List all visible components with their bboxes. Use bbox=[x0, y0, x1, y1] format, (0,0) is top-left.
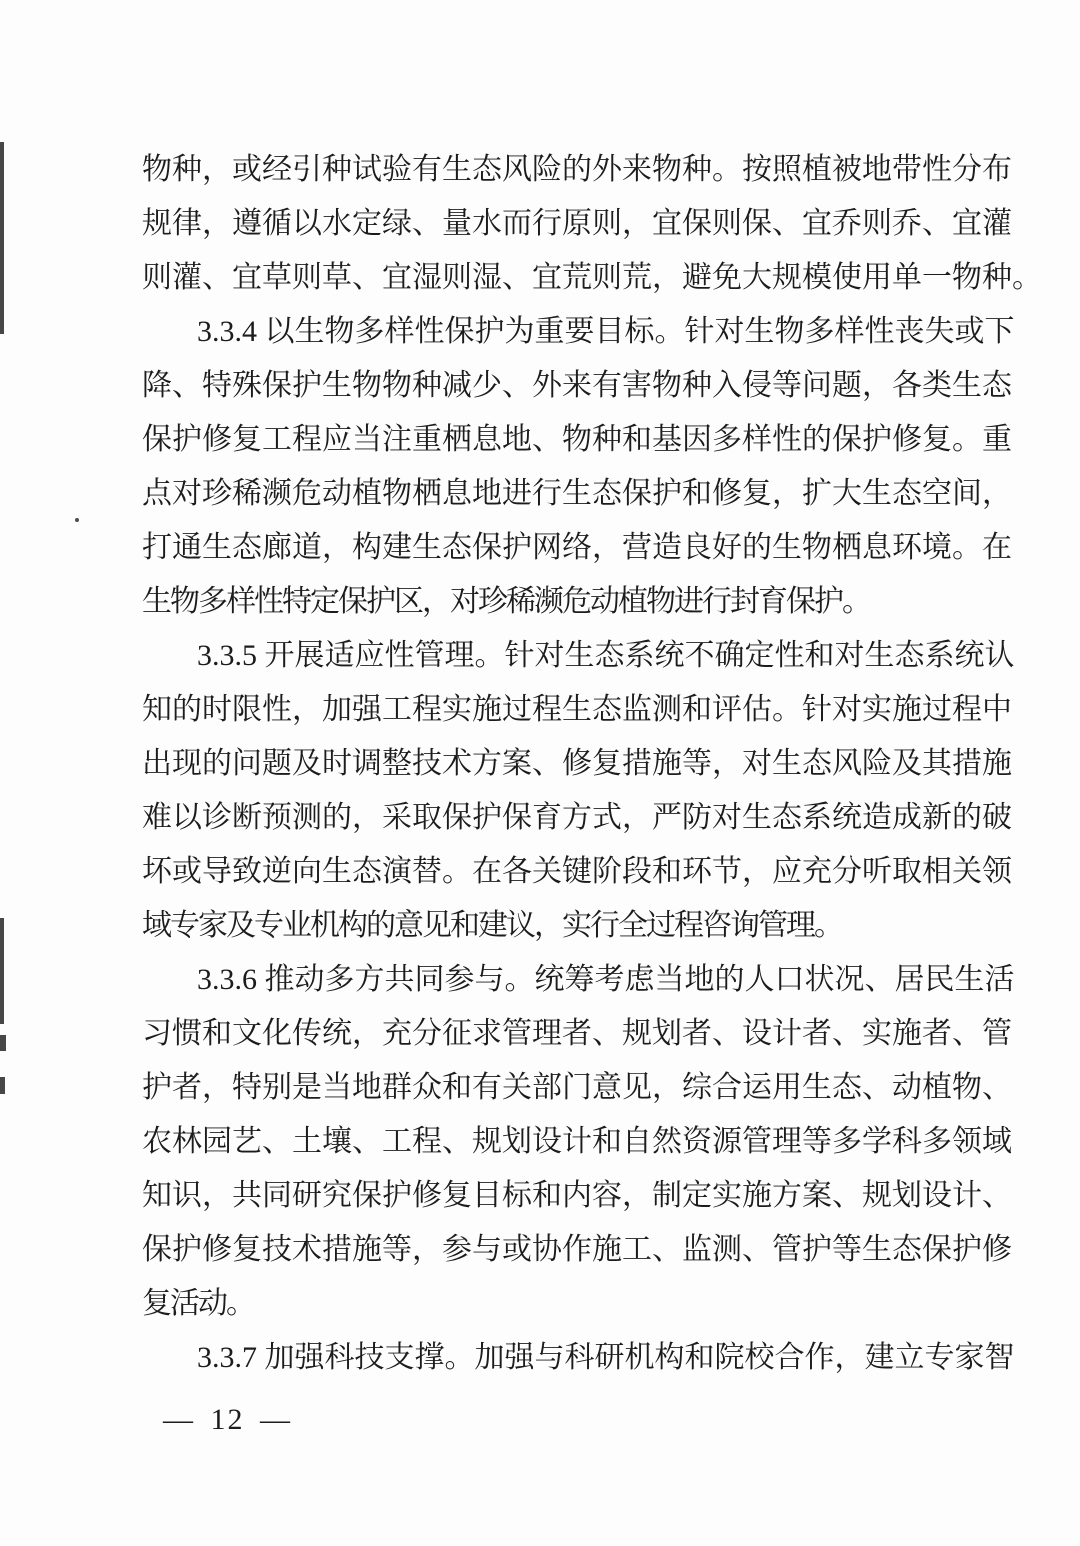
text-line: 习惯和文化传统，充分征求管理者、规划者、设计者、实施者、管 bbox=[142, 1017, 1012, 1050]
section-heading-line: 3.3.7 加强科技支撑。加强与科研机构和院校合作，建立专家智 bbox=[197, 1341, 1015, 1374]
text-line: 复活动。 bbox=[142, 1287, 254, 1320]
text-line: 域专家及专业机构的意见和建议，实行全过程咨询管理。 bbox=[142, 909, 842, 942]
paragraph-3-3-7 bbox=[142, 1331, 1015, 1385]
document-body bbox=[142, 143, 1042, 1385]
section-heading-line: 3.3.6 推动多方共同参与。统筹考虑当地的人口状况、居民生活 bbox=[197, 963, 1015, 996]
text-line: 打通生态廊道，构建生态保护网络，营造良好的生物栖息环境。在 bbox=[142, 531, 1012, 564]
text-line: 规律，遵循以水定绿、量水而行原则，宜保则保、宜乔则乔、宜灌 bbox=[142, 207, 1012, 240]
text-line: 出现的问题及时调整技术方案、修复措施等，对生态风险及其措施 bbox=[142, 747, 1012, 780]
paragraph-intro-continuation bbox=[142, 143, 1042, 305]
text-line: 难以诊断预测的，采取保护保育方式，严防对生态系统造成新的破 bbox=[142, 801, 1012, 834]
text-line: 农林园艺、土壤、工程、规划设计和自然资源管理等多学科多领域 bbox=[142, 1125, 1012, 1158]
text-line: 知的时限性，加强工程实施过程生态监测和评估。针对实施过程中 bbox=[142, 693, 1012, 726]
scan-edge-artifact bbox=[0, 142, 4, 334]
text-line: 生物多样性特定保护区，对珍稀濒危动植物进行封育保护。 bbox=[142, 585, 870, 618]
text-line: 保护修复工程应当注重栖息地、物种和基因多样性的保护修复。重 bbox=[142, 423, 1012, 456]
section-heading-line: 3.3.5 开展适应性管理。针对生态系统不确定性和对生态系统认 bbox=[197, 639, 1015, 672]
text-line: 护者，特别是当地群众和有关部门意见，综合运用生态、动植物、 bbox=[142, 1071, 1012, 1104]
scan-speck bbox=[75, 518, 79, 522]
page-number: — 12 — bbox=[163, 1403, 292, 1436]
paragraph-3-3-5 bbox=[142, 629, 1015, 953]
scan-edge-artifact bbox=[0, 918, 4, 1024]
text-line: 点对珍稀濒危动植物栖息地进行生态保护和修复，扩大生态空间， bbox=[142, 477, 1012, 510]
text-line: 坏或导致逆向生态演替。在各关键阶段和环节，应充分听取相关领 bbox=[142, 855, 1012, 888]
scan-edge-artifact bbox=[0, 1077, 5, 1094]
scan-edge-artifact bbox=[0, 1035, 6, 1051]
section-heading-line: 3.3.4 以生物多样性保护为重要目标。针对生物多样性丧失或下 bbox=[197, 315, 1015, 348]
paragraph-3-3-4 bbox=[142, 305, 1015, 629]
text-line: 降、特殊保护生物物种减少、外来有害物种入侵等问题，各类生态 bbox=[142, 369, 1012, 402]
text-line: 保护修复技术措施等，参与或协作施工、监测、管护等生态保护修 bbox=[142, 1233, 1012, 1266]
text-line: 知识，共同研究保护修复目标和内容，制定实施方案、规划设计、 bbox=[142, 1179, 1012, 1212]
paragraph-3-3-6 bbox=[142, 953, 1015, 1331]
text-line: 物种，或经引种试验有生态风险的外来物种。按照植被地带性分布 bbox=[142, 153, 1012, 186]
text-line: 则灌、宜草则草、宜湿则湿、宜荒则荒，避免大规模使用单一物种。 bbox=[142, 261, 1042, 294]
